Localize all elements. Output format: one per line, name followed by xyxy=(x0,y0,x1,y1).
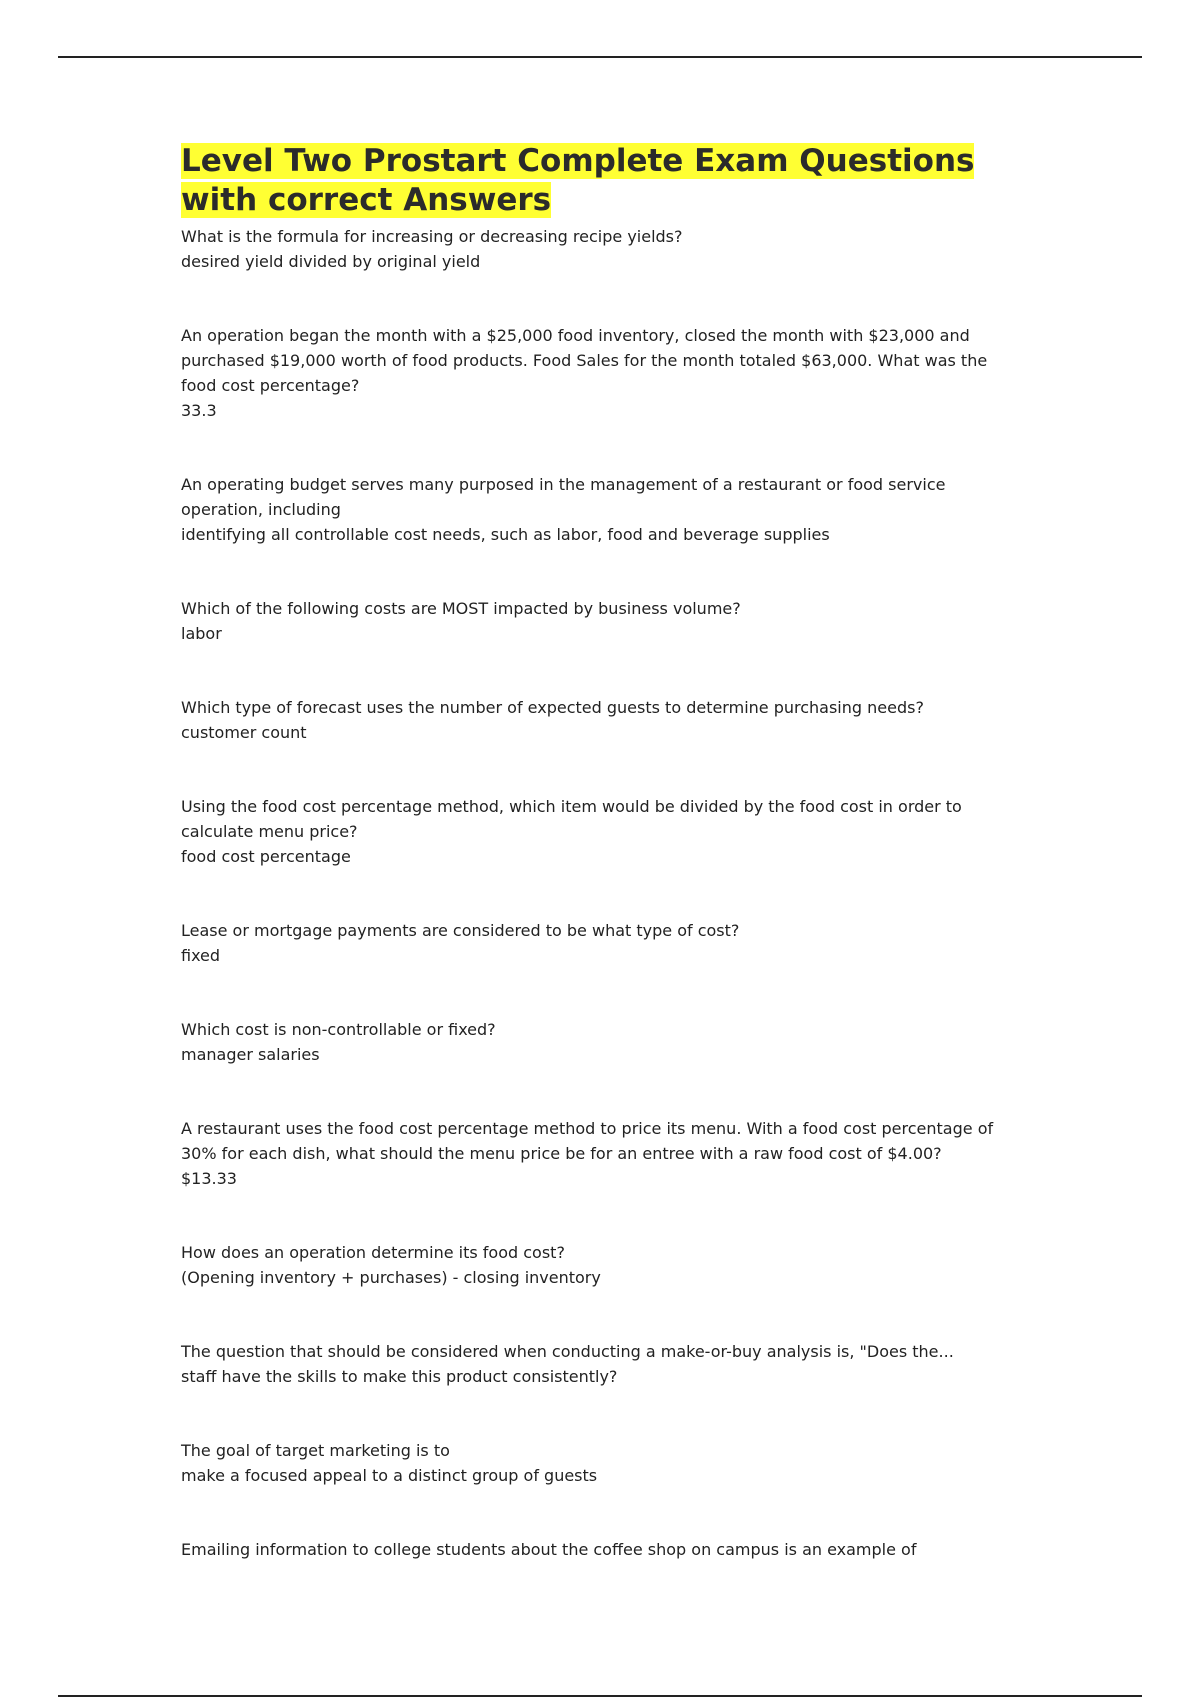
document-title-text: Level Two Prostart Complete Exam Questions with correct Answers xyxy=(181,143,975,218)
question-text: The question that should be considered when conducting a make-or-buy analysis is, "Does the... xyxy=(181,1342,954,1361)
document-body xyxy=(181,142,1021,1611)
question-text: Emailing information to college students about the coffee shop on campus is an example of xyxy=(181,1540,917,1559)
qa-item xyxy=(181,323,1021,423)
qa-item xyxy=(181,1240,1021,1290)
answer-text: 33.3 xyxy=(181,401,217,420)
answer-text: desired yield divided by original yield xyxy=(181,252,481,271)
qa-item xyxy=(181,472,1021,547)
qa-item xyxy=(181,224,1021,274)
answer-text: labor xyxy=(181,624,222,643)
qa-item xyxy=(181,1017,1021,1067)
question-text: The goal of target marketing is to xyxy=(181,1441,450,1460)
question-text: Which cost is non-controllable or fixed? xyxy=(181,1020,496,1039)
qa-item xyxy=(181,596,1021,646)
question-text: Using the food cost percentage method, which item would be divided by the food cost in order to calculate menu price? xyxy=(181,797,962,841)
question-text: An operation began the month with a $25,000 food inventory, closed the month with $23,000 and purchased $19,000 worth of food products. Food Sales for the month totaled $63,000. What was the food cost percentage? xyxy=(181,326,988,395)
question-text: What is the formula for increasing or decreasing recipe yields? xyxy=(181,227,683,246)
question-text: Which type of forecast uses the number of expected guests to determine purchasing needs? xyxy=(181,698,924,717)
qa-item xyxy=(181,918,1021,968)
qa-item xyxy=(181,1116,1021,1191)
qa-list xyxy=(181,224,1021,1562)
qa-item xyxy=(181,1438,1021,1488)
answer-text: staff have the skills to make this product consistently? xyxy=(181,1367,618,1386)
question-text: An operating budget serves many purposed in the management of a restaurant or food service operation, including xyxy=(181,475,946,519)
answer-text: food cost percentage xyxy=(181,847,351,866)
qa-item xyxy=(181,695,1021,745)
answer-text: make a focused appeal to a distinct group of guests xyxy=(181,1466,598,1485)
qa-item xyxy=(181,1537,1021,1562)
answer-text: identifying all controllable cost needs, such as labor, food and beverage supplies xyxy=(181,525,830,544)
qa-item xyxy=(181,794,1021,869)
document-title xyxy=(181,142,1021,220)
answer-text: $13.33 xyxy=(181,1169,237,1188)
question-text: Lease or mortgage payments are considered to be what type of cost? xyxy=(181,921,740,940)
answer-text: fixed xyxy=(181,946,221,965)
question-text: Which of the following costs are MOST impacted by business volume? xyxy=(181,599,741,618)
question-text: A restaurant uses the food cost percentage method to price its menu. With a food cost percentage of 30% for each dish, what should the menu price be for an entree with a raw food cost of $4.00? xyxy=(181,1119,994,1163)
footer-rule xyxy=(58,1695,1142,1697)
answer-text: manager salaries xyxy=(181,1045,320,1064)
answer-text: (Opening inventory + purchases) - closing inventory xyxy=(181,1268,601,1287)
question-text: How does an operation determine its food cost? xyxy=(181,1243,565,1262)
answer-text: customer count xyxy=(181,723,307,742)
header-rule xyxy=(58,56,1142,58)
qa-item xyxy=(181,1339,1021,1389)
